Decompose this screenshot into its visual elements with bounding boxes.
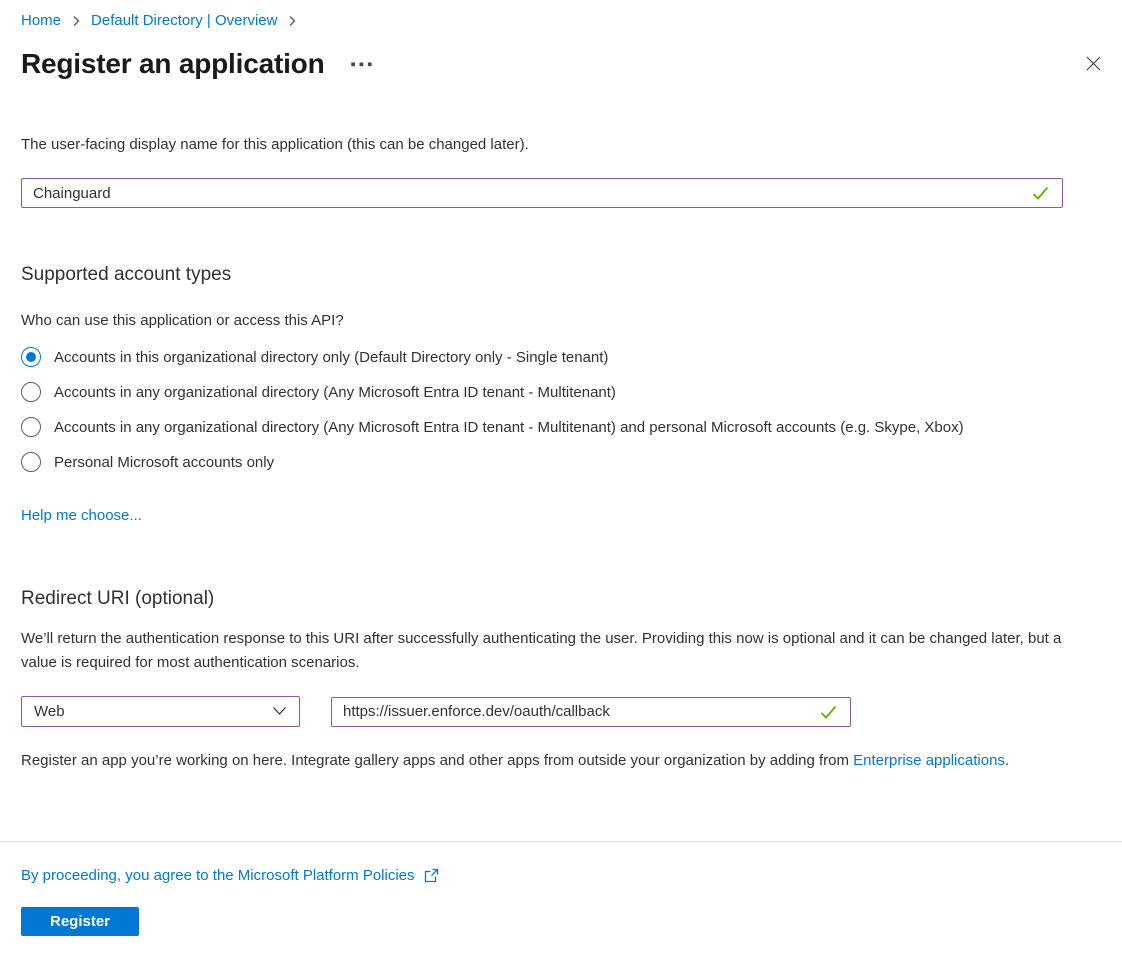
radio-button[interactable] xyxy=(21,452,41,472)
radio-option-multitenant[interactable] xyxy=(21,382,1063,404)
chevron-right-icon xyxy=(286,15,298,27)
platform-policies-text: By proceeding, you agree to the Microsoft Platform Policies xyxy=(21,867,415,884)
chevron-down-icon xyxy=(272,703,287,720)
display-name-input[interactable] xyxy=(21,178,1063,208)
title-row xyxy=(21,46,1063,82)
enterprise-apps-note xyxy=(21,749,1063,773)
redirect-uri-row xyxy=(21,696,1063,727)
chevron-right-icon xyxy=(70,15,82,27)
redirect-uri-heading: Redirect URI (optional) xyxy=(21,588,215,609)
close-button[interactable] xyxy=(1080,50,1106,76)
page-title: Register an application xyxy=(21,48,325,79)
blade-footer xyxy=(0,841,1122,963)
radio-option-single-tenant[interactable] xyxy=(21,347,1063,369)
help-me-choose-link[interactable]: Help me choose... xyxy=(21,507,142,524)
register-button[interactable]: Register xyxy=(21,907,139,936)
platform-select-value: Web xyxy=(34,703,65,720)
radio-option-personal-only[interactable] xyxy=(21,452,1063,474)
radio-button[interactable] xyxy=(21,347,41,367)
radio-option-label: Accounts in any organizational directory (Any Microsoft Entra ID tenant - Multitenant) xyxy=(54,384,616,401)
account-types-question: Who can use this application or access this API? xyxy=(21,312,344,329)
redirect-uri-description: We’ll return the authentication response to this URI after successfully authenticating the user. Providing this now is optional and it can be changed later, but a value is required for most authentication scenarios. xyxy=(21,630,1062,671)
radio-option-label: Accounts in any organizational directory (Any Microsoft Entra ID tenant - Multitenant) and personal Microsoft accounts (e.g. Skype, Xbox) xyxy=(54,419,964,436)
platform-policies-link[interactable] xyxy=(21,867,439,884)
breadcrumb-link-home[interactable]: Home xyxy=(21,11,62,29)
redirect-uri-field xyxy=(331,697,851,727)
close-icon xyxy=(1085,55,1102,72)
radio-button[interactable] xyxy=(21,417,41,437)
redirect-uri-input[interactable] xyxy=(331,697,851,727)
enterprise-applications-link[interactable]: Enterprise applications xyxy=(853,752,1005,769)
display-name-field xyxy=(21,178,1063,208)
more-actions-icon[interactable]: ▪▪▪ xyxy=(350,56,376,73)
display-name-label: The user-facing display name for this application (this can be changed later). xyxy=(21,136,529,153)
account-types-radio-group xyxy=(21,347,1063,474)
radio-option-label: Accounts in this organizational directory only (Default Directory only - Single tenant) xyxy=(54,349,609,366)
external-link-icon xyxy=(423,868,439,884)
radio-option-multitenant-personal[interactable] xyxy=(21,417,1063,439)
note-suffix: . xyxy=(1004,752,1010,769)
account-types-heading: Supported account types xyxy=(21,264,232,285)
breadcrumb xyxy=(21,10,1063,30)
platform-select[interactable] xyxy=(21,696,300,727)
radio-button[interactable] xyxy=(21,382,41,402)
radio-option-label: Personal Microsoft accounts only xyxy=(54,454,275,471)
note-text: Register an app you’re working on here. Integrate gallery apps and other apps from outside your organization by adding from xyxy=(21,752,854,769)
breadcrumb-link-directory-overview[interactable]: Default Directory | Overview xyxy=(91,11,278,29)
